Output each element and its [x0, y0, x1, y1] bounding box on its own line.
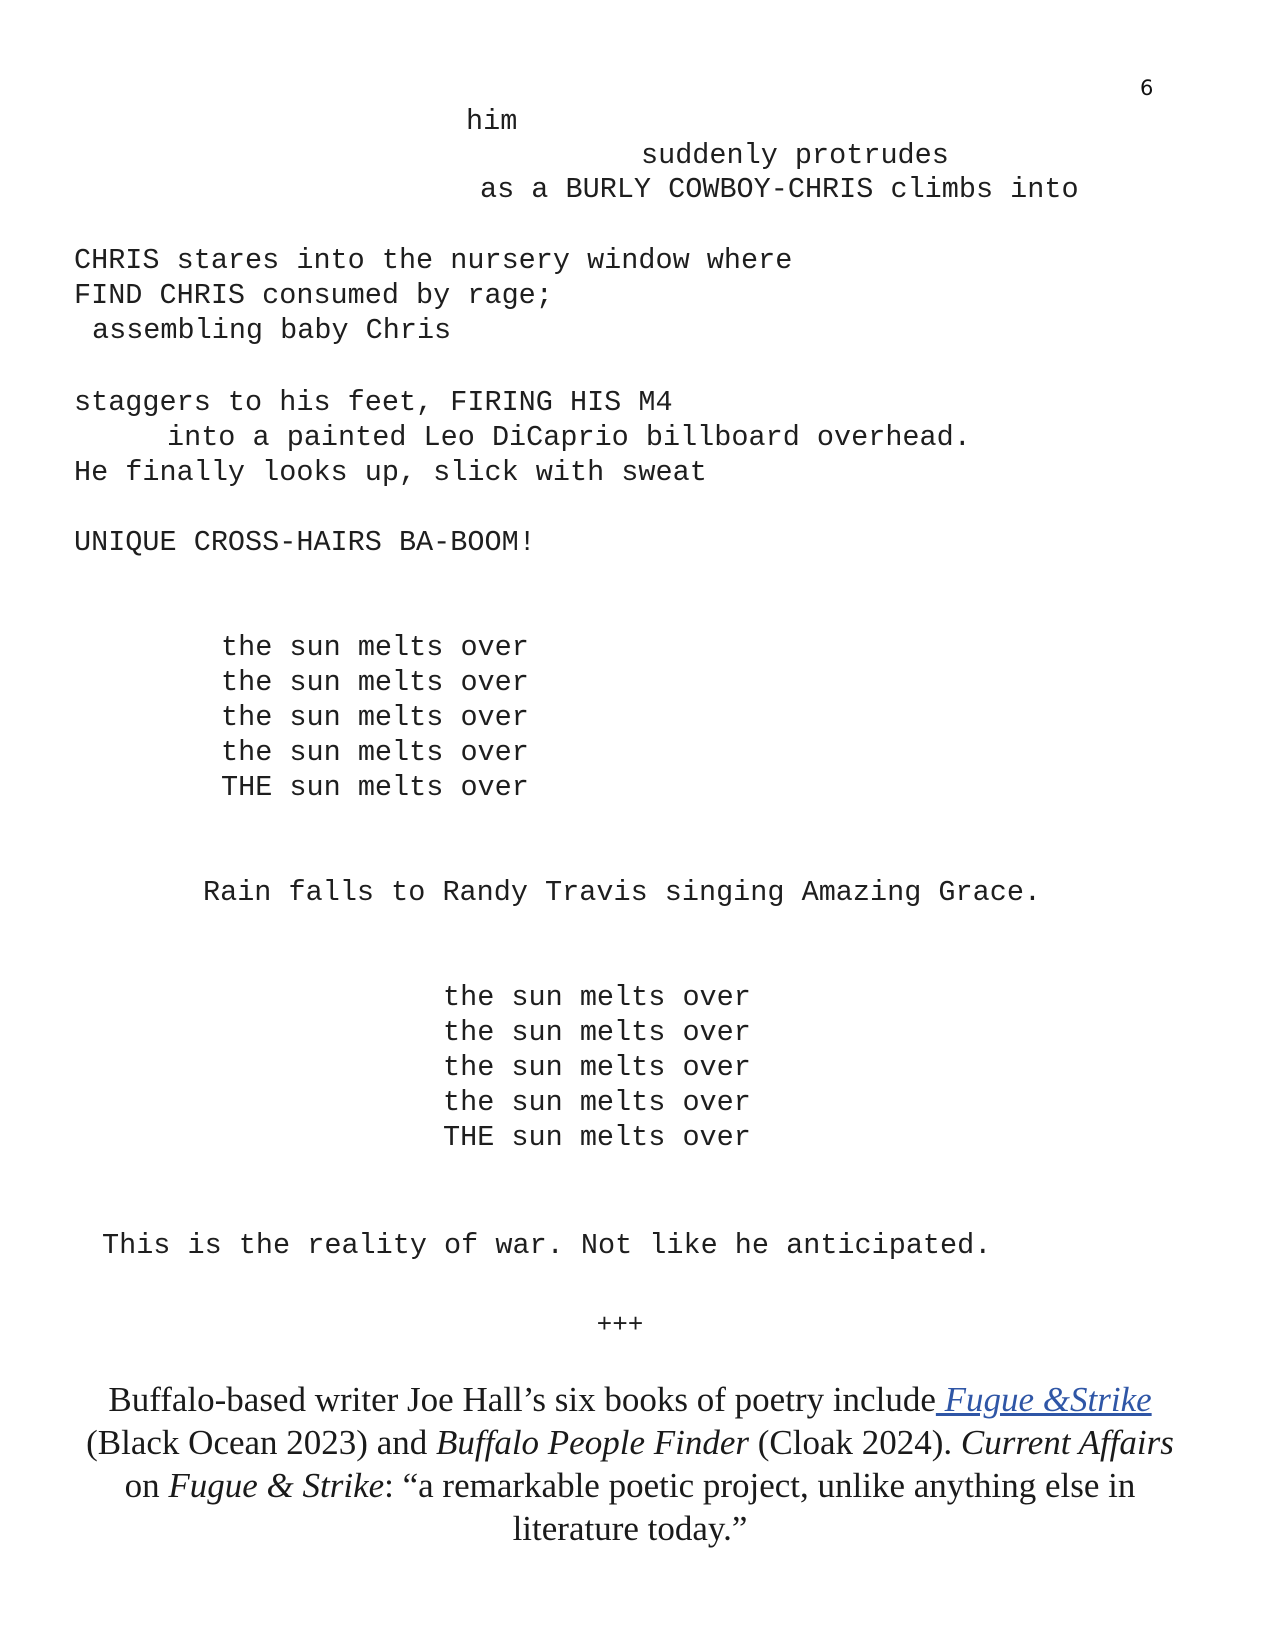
bio-text: on	[124, 1466, 169, 1505]
publication-title: Current Affairs	[960, 1423, 1174, 1462]
book-title: Fugue & Strike	[168, 1466, 385, 1505]
poem-line: into a painted Leo DiCaprio billboard overhead.	[167, 421, 971, 454]
bio-quote: : “a remarkable poetic project, unlike anything else in literature today.”	[384, 1466, 1136, 1548]
book-title: Buffalo People Finder	[436, 1423, 749, 1462]
refrain-line: THE sun melts over	[443, 1121, 751, 1154]
bio-text: (Cloak 2024).	[748, 1423, 961, 1462]
poem-line: This is the reality of war. Not like he anticipated.	[102, 1229, 992, 1262]
poem-line: FIND CHRIS consumed by rage;	[74, 279, 553, 312]
bio-text: Buffalo-based writer Joe Hall’s six books of poetry include	[108, 1380, 936, 1419]
refrain-line: THE sun melts over	[221, 771, 529, 804]
page-number: 6	[1140, 76, 1154, 100]
author-bio	[70, 1378, 1190, 1550]
refrain-line: the sun melts over	[443, 1086, 751, 1119]
refrain-line: the sun melts over	[221, 631, 529, 664]
fugue-strike-link[interactable]: Fugue &Strike	[935, 1380, 1152, 1419]
poem-line: staggers to his feet, FIRING HIS M4	[74, 386, 673, 419]
refrain-line: the sun melts over	[221, 736, 529, 769]
poem-line: assembling baby Chris	[92, 314, 452, 347]
refrain-line: the sun melts over	[443, 981, 751, 1014]
refrain-line: the sun melts over	[443, 1051, 751, 1084]
poem-line: suddenly protrudes	[641, 139, 949, 172]
poem-line: Rain falls to Randy Travis singing Amazing Grace.	[203, 876, 1042, 909]
poem-line: as a BURLY COWBOY-CHRIS climbs into	[480, 173, 1079, 206]
poem-line: him	[466, 105, 518, 138]
poem-line: He finally looks up, slick with sweat	[74, 456, 707, 489]
refrain-line: the sun melts over	[221, 666, 529, 699]
refrain-line: the sun melts over	[443, 1016, 751, 1049]
section-separator: +++	[596, 1310, 644, 1340]
bio-text: (Black Ocean 2023) and	[86, 1423, 436, 1462]
poem-line: CHRIS stares into the nursery window where	[74, 244, 793, 277]
poem-line: UNIQUE CROSS-HAIRS BA-BOOM!	[74, 526, 536, 559]
refrain-line: the sun melts over	[221, 701, 529, 734]
